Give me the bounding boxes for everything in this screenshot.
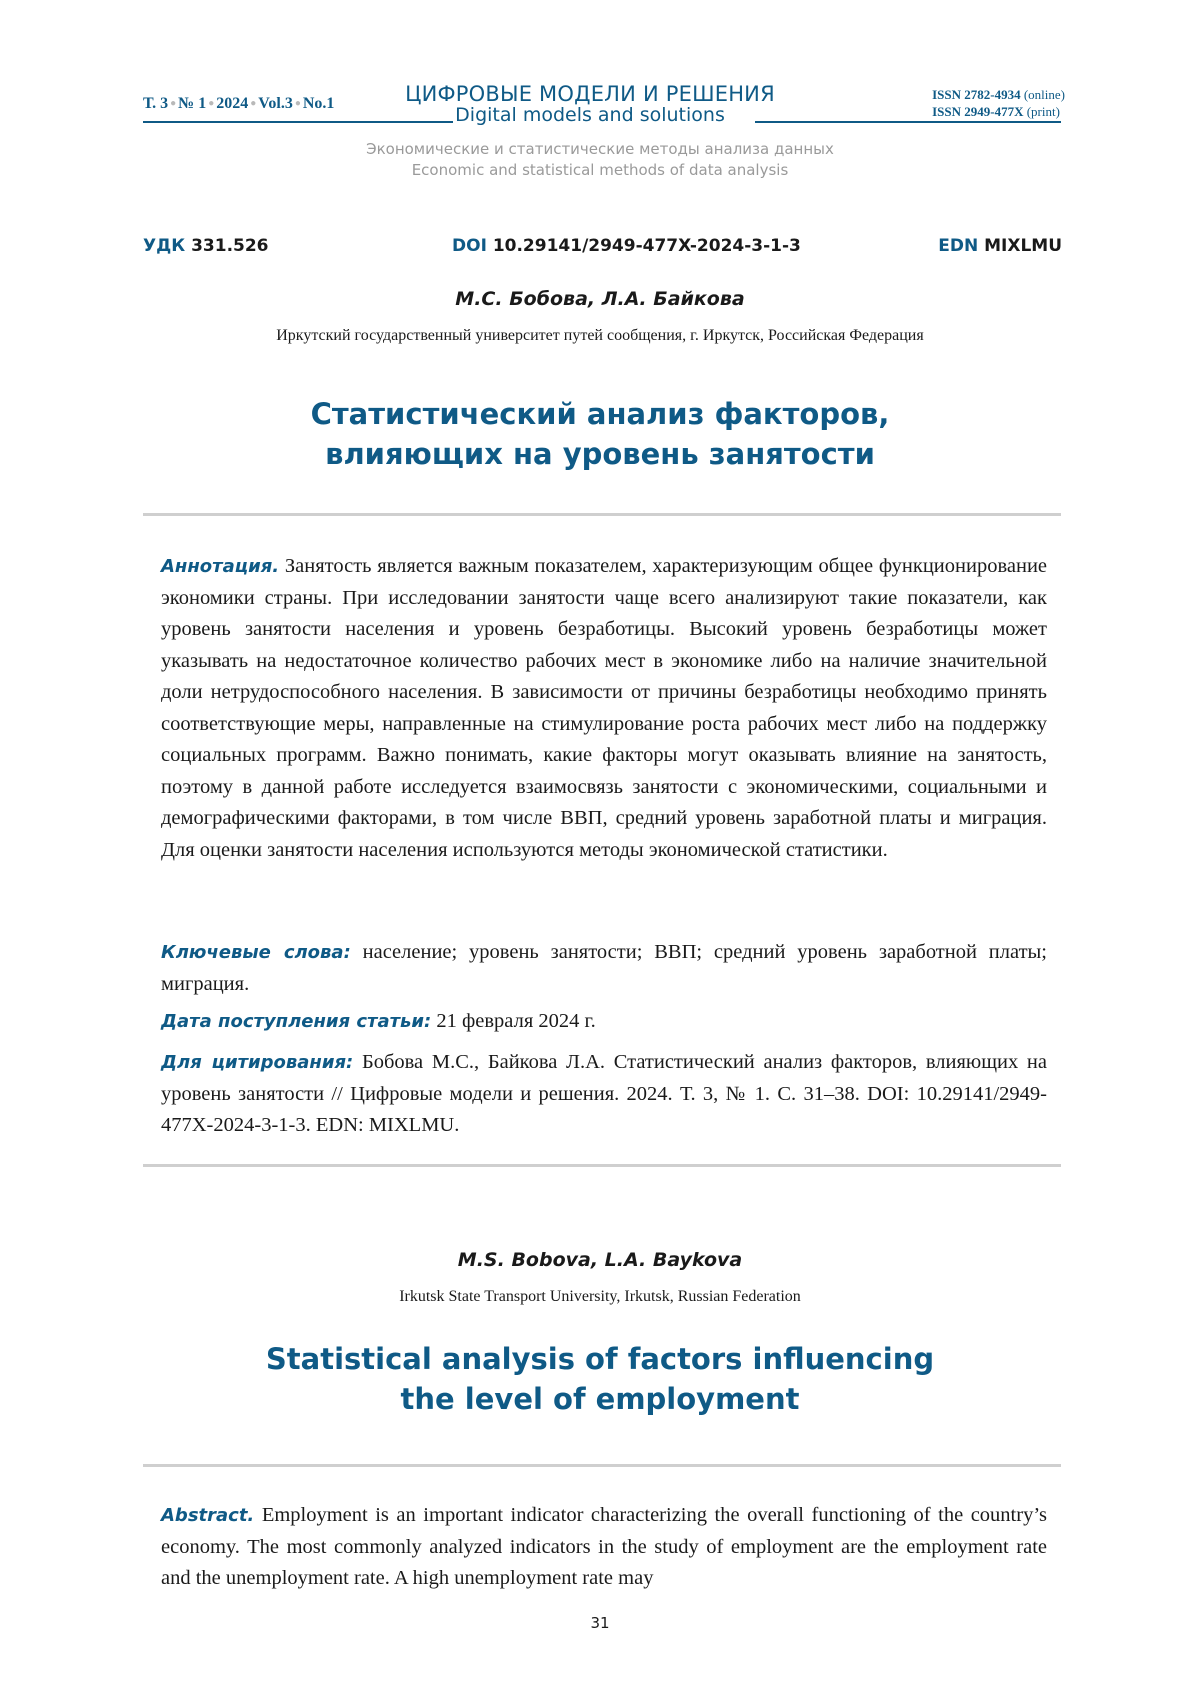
udk [143,236,269,256]
udk-label: УДК [143,236,186,256]
abstract-text-en: Employment is an important indicator characterizing the overall functioning of the country’s economy. The most commonly analyzed indicators in the study of employment are the employment rate and the unemployment rate. A high unemployment rate may [161,1504,1048,1589]
issn-online-note: (online) [1023,87,1065,102]
citation [161,1047,1047,1142]
abstract-en [161,1500,1047,1595]
received-label: Дата поступления статьи: [161,1011,432,1032]
abstract-label-en: Abstract. [161,1505,255,1526]
title-en-line2: the level of employment [400,1382,800,1416]
volume-en: Vol.3 [258,95,293,112]
section-title-ru: Экономические и статистические методы анализа данных [366,140,834,158]
article-title-ru [0,394,1200,474]
keywords-ru [161,937,1047,1000]
authors-en: M.S. Bobova, L.A. Baykova [457,1249,743,1271]
edn [938,236,1062,256]
citation-text: Бобова М.С., Байкова Л.А. Статистический анализ факторов, влияющих на уровень занятости // Цифровые модели и решения. 2024. Т. 3, № 1. С. 31–38. DOI: 10.29141/2949-477X-2024-3-1-3. EDN: MIXLMU. [161,1051,1047,1136]
udk-value: 331.526 [191,236,269,256]
title-ru-line1: Статистический анализ факторов, [310,397,890,431]
header-rule-right [755,121,1061,123]
affiliation-ru: Иркутский государственный университет путей сообщения, г. Иркутск, Российская Федерация [276,327,924,344]
volume-ru: Т. 3 [143,95,169,112]
title-ru-line2: влияющих на уровень занятости [325,437,875,471]
section-title-en: Economic and statistical methods of data analysis [411,161,789,179]
divider [143,513,1061,516]
edn-value: MIXLMU [984,236,1062,256]
abstract-ru [161,551,1047,866]
issn-print: ISSN 2949-477X [932,104,1024,119]
doi-label: DOI [452,236,487,256]
doi-value[interactable]: 10.29141/2949-477X-2024-3-1-3 [492,236,801,256]
number-ru: № 1 [178,95,207,112]
abstract-text-ru: Занятость является важным показателем, характеризующим общее функционирование экономики страны. При исследовании занятости чаще всего анализируют такие показатели, как уровень занятости населения и уровень безработицы. Высокий уровень безработицы может указывать на недостаточное количество рабочих мест в экономике либо на наличие значительной доли нетрудоспособного населения. В зависимости от причины безработицы необходимо принять соответствующие меры, направленные на стимулирование роста рабочих мест либо на поддержку социальных программ. Важно понимать, какие факторы могут оказывать влияние на занятость, поэтому в данной работе исследуется взаимосвязь занятости с экономическими, социальными и демографическими факторами, в том числе ВВП, средний уровень заработной платы и миграция. Для оценки занятости населения используются методы экономической статистики. [161,555,1048,861]
authors-ru: М.С. Бобова, Л.А. Байкова [455,288,745,310]
issn-print-note: (print) [1026,104,1060,119]
number-en: No.1 [302,95,335,112]
keywords-text: население; уровень занятости; ВВП; средний уровень заработной платы; миграция. [161,941,1047,995]
journal-issue-info: Т. 3 ● № 1 ● 2024 ● Vol.3 ● No.1 [143,95,335,112]
journal-name-ru: ЦИФРОВЫЕ МОДЕЛИ И РЕШЕНИЯ [405,82,775,106]
divider [143,1464,1061,1467]
edn-label: EDN [938,236,979,256]
received-value: 21 февраля 2024 г. [436,1010,596,1032]
article-title-en [0,1339,1200,1419]
issn-block [932,86,1065,120]
title-en-line1: Statistical analysis of factors influencing [265,1342,935,1376]
divider [143,1164,1061,1167]
received-date [161,1006,1047,1038]
year: 2024 [216,95,249,112]
journal-name [380,82,800,126]
journal-name-en: Digital models and solutions [455,104,725,126]
doi[interactable] [452,236,801,256]
citation-label: Для цитирования: [161,1052,354,1073]
keywords-label: Ключевые слова: [161,942,351,963]
abstract-label-ru: Аннотация. [161,556,280,577]
page-number: 31 [590,1614,610,1632]
issn-online: ISSN 2782-4934 [932,87,1021,102]
affiliation-en: Irkutsk State Transport University, Irkutsk, Russian Federation [399,1288,801,1305]
